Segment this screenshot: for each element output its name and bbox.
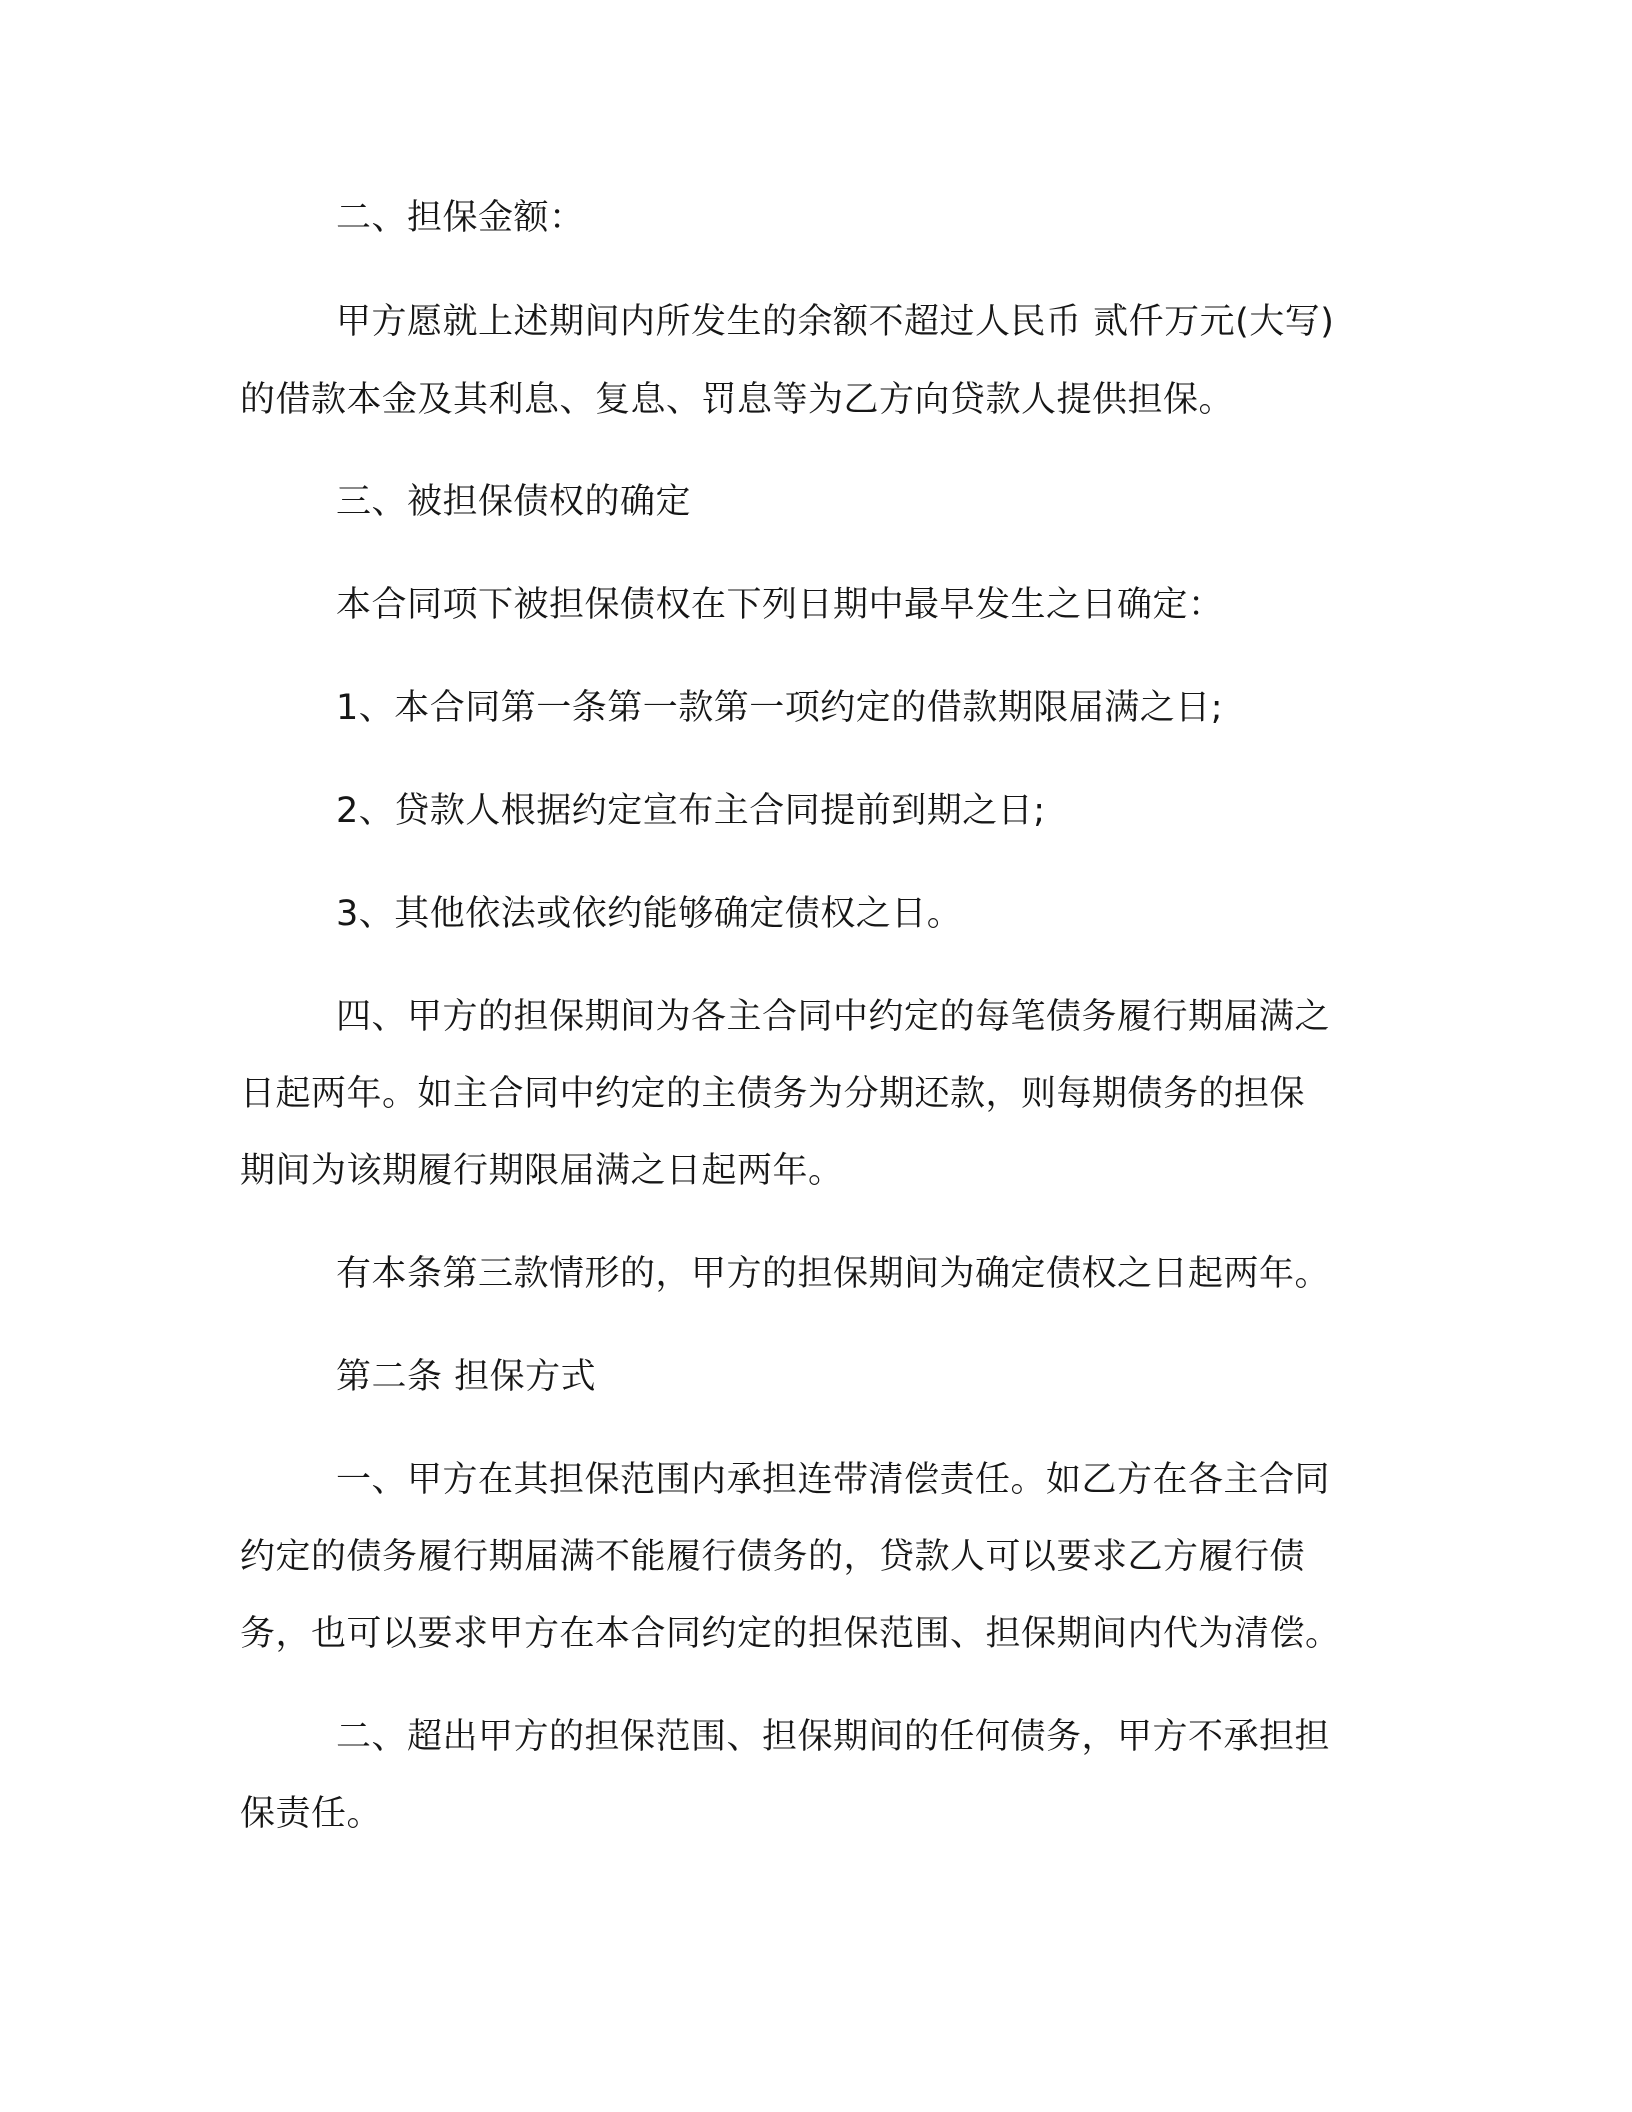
paragraph-line: 的借款本金及其利息、复息、罚息等为乙方向贷款人提供担保。 bbox=[240, 380, 1235, 420]
paragraph-line: 本合同项下被担保债权在下列日期中最早发生之日确定： bbox=[336, 585, 1224, 625]
paragraph-line: 日起两年。如主合同中约定的主债务为分期还款，则每期债务的担保 bbox=[240, 1074, 1306, 1114]
paragraph-line: 一、甲方在其担保范围内承担连带清偿责任。如乙方在各主合同 bbox=[336, 1460, 1331, 1500]
paragraph-line: 务，也可以要求甲方在本合同约定的担保范围、担保期间内代为清偿。 bbox=[240, 1614, 1341, 1654]
section-heading-guarantee-amount: 二、担保金额： bbox=[336, 198, 585, 238]
paragraph-line: 期间为该期履行期限届满之日起两年。 bbox=[240, 1151, 844, 1191]
paragraph-line: 二、超出甲方的担保范围、担保期间的任何债务，甲方不承担担 bbox=[336, 1717, 1331, 1757]
paragraph-line: 约定的债务履行期届满不能履行债务的，贷款人可以要求乙方履行债 bbox=[240, 1537, 1306, 1577]
section-heading-claim-determination: 三、被担保债权的确定 bbox=[336, 482, 692, 522]
list-item: 3、其他依法或依约能够确定债权之日。 bbox=[336, 894, 963, 934]
paragraph-line: 有本条第三款情形的，甲方的担保期间为确定债权之日起两年。 bbox=[336, 1254, 1331, 1294]
article-heading-guarantee-method: 第二条 担保方式 bbox=[336, 1357, 597, 1397]
list-item: 1、本合同第一条第一款第一项约定的借款期限届满之日; bbox=[336, 688, 1224, 728]
paragraph-line: 甲方愿就上述期间内所发生的余额不超过人民币 贰仟万元(大写) bbox=[336, 302, 1335, 342]
paragraph-line: 四、甲方的担保期间为各主合同中约定的每笔债务履行期届满之 bbox=[336, 997, 1331, 1037]
list-item: 2、贷款人根据约定宣布主合同提前到期之日; bbox=[336, 791, 1046, 831]
paragraph-line: 保责任。 bbox=[240, 1794, 383, 1834]
